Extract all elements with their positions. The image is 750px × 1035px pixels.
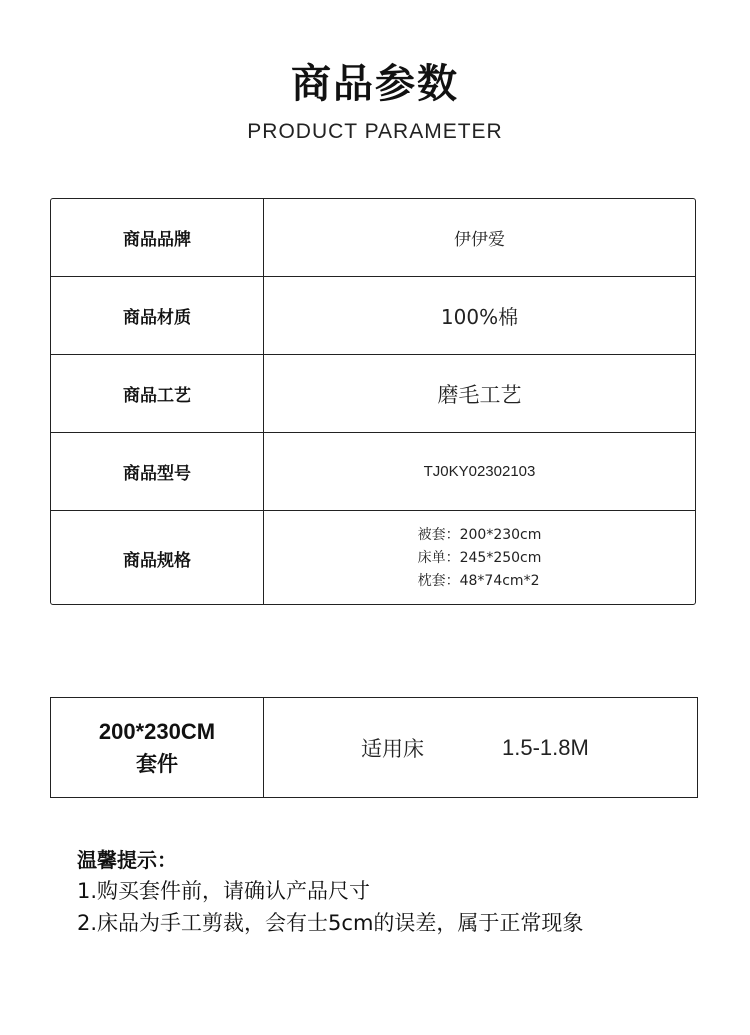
pillowcase-size: 枕套：48*74cm*2 (417, 572, 540, 589)
brand-label: 商品品牌 (51, 199, 264, 276)
table-row (51, 276, 695, 354)
notice-item: 1.购买套件前，请确认产品尺寸 (77, 879, 371, 903)
table-row (51, 432, 695, 510)
page-title: 商品参数 (291, 61, 459, 107)
table-row (51, 199, 695, 276)
product-parameter-table (50, 198, 696, 605)
craft-value: 磨毛工艺 (437, 382, 522, 407)
specification-label: 商品规格 (51, 511, 264, 605)
table-row (51, 354, 695, 432)
brand-value: 伊伊爱 (454, 230, 505, 250)
model-label: 商品型号 (51, 433, 264, 510)
notice-item: 2.床品为手工剪裁，会有士5cm的误差，属于正常现象 (77, 911, 584, 935)
bed-fit-label: 适用床 (361, 736, 424, 761)
notice-title: 温馨提示： (77, 848, 177, 872)
bed-fit (264, 698, 697, 797)
duvet-cover-size: 被套：200*230cm (417, 526, 542, 543)
set-size (51, 698, 264, 797)
table-row (51, 510, 695, 605)
set-size-dimensions: 200*230CM (98, 718, 216, 744)
size-fit-table (50, 697, 698, 798)
set-size-unit: 套件 (136, 751, 178, 776)
specification-value (264, 511, 695, 605)
notice-section (77, 845, 583, 939)
bed-sheet-size: 床单：245*250cm (417, 549, 542, 566)
page-subtitle: PRODUCT PARAMETER (247, 120, 503, 143)
model-value: TJ0KY02302103 (423, 463, 536, 480)
material-value: 100%棉 (440, 305, 519, 329)
bed-fit-value: 1.5-1.8M (502, 734, 589, 760)
specification-list (418, 524, 542, 593)
material-label: 商品材质 (51, 277, 264, 354)
craft-label: 商品工艺 (51, 355, 264, 432)
